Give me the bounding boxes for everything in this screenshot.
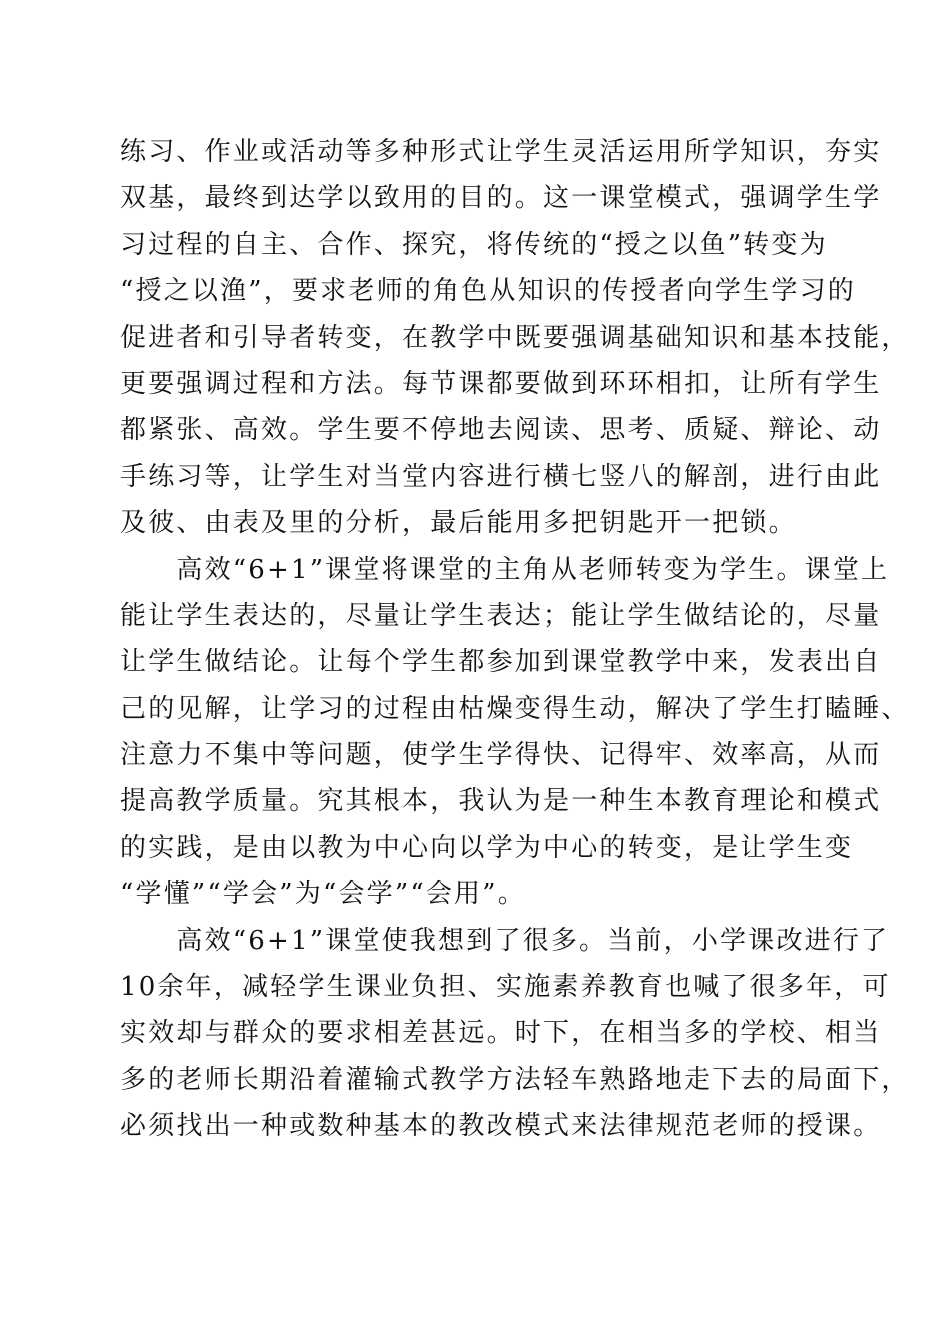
body-text xyxy=(120,129,910,1150)
text-line-3: 习过程的自主、合作、探究，将传统的“授之以鱼”转变为 xyxy=(120,229,828,260)
text-line-6: 更要强调过程和方法。每节课都要做到环环相扣，让所有学生 xyxy=(120,368,882,399)
text-line-4: “授之以渔”，要求老师的角色从知识的传授者向学生学习的 xyxy=(120,276,856,307)
text-line-2: 双基，最终到达学以致用的目的。这一课堂模式，强调学生学 xyxy=(120,183,882,214)
text-line-18: 高效“6+1”课堂使我想到了很多。当前，小学课改进行了 xyxy=(120,925,890,956)
text-line-15: 提高教学质量。究其根本，我认为是一种生本教育理论和模式 xyxy=(120,786,882,817)
text-line-8: 手练习等，让学生对当堂内容进行横七竖八的解剖，进行由此 xyxy=(120,461,882,492)
text-line-22: 必须找出一种或数种基本的教改模式来法律规范老师的授课。 xyxy=(120,1111,882,1142)
text-line-7: 都紧张、高效。学生要不停地去阅读、思考、质疑、辩论、动 xyxy=(120,415,882,446)
text-line-21: 多的老师长期沿着灌输式教学方法轻车熟路地走下去的局面下， xyxy=(120,1064,910,1095)
text-line-17: “学懂”“学会”为“会学”“会用”。 xyxy=(120,879,526,910)
text-line-14: 注意力不集中等问题，使学生学得快、记得牢、效率高，从而 xyxy=(120,740,882,771)
text-line-13: 己的见解，让学习的过程由枯燥变得生动，解决了学生打瞌睡、 xyxy=(120,693,910,724)
text-line-9: 及彼、由表及里的分析，最后能用多把钥匙开一把锁。 xyxy=(120,508,797,539)
text-line-20: 实效却与群众的要求相差甚远。时下，在相当多的学校、相当 xyxy=(120,1018,882,1049)
text-line-10: 高效“6+1”课堂将课堂的主角从老师转变为学生。课堂上 xyxy=(120,554,890,585)
text-line-19: 10余年，减轻学生课业负担、实施素养教育也喊了很多年，可 xyxy=(120,972,891,1003)
text-line-1: 练习、作业或活动等多种形式让学生灵活运用所学知识，夯实 xyxy=(120,137,882,167)
text-line-12: 让学生做结论。让每个学生都参加到课堂教学中来，发表出自 xyxy=(120,647,882,678)
text-line-5: 促进者和引导者转变，在教学中既要强调基础知识和基本技能， xyxy=(120,322,910,353)
text-line-11: 能让学生表达的，尽量让学生表达；能让学生做结论的，尽量 xyxy=(120,600,882,631)
text-line-16: 的实践，是由以教为中心向以学为中心的转变，是让学生变 xyxy=(120,832,854,863)
